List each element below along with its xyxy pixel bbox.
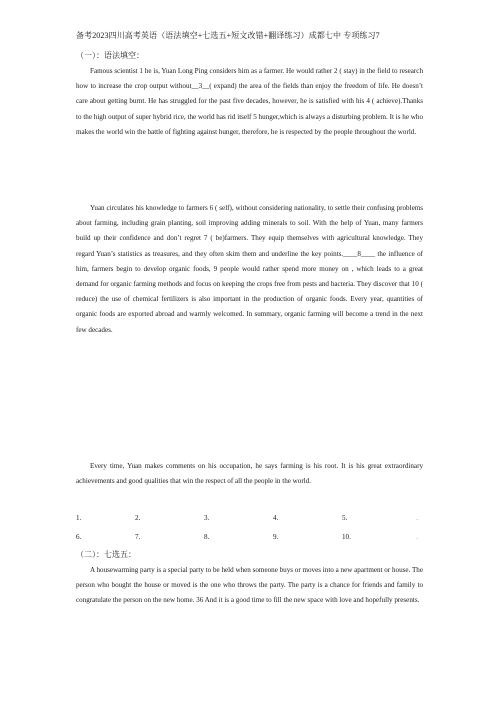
answer-blank-1[interactable]: 1. [76,514,82,522]
paragraph-2: Yuan circulates his knowledge to farmers 6 ( self), without considering nationality, to settle their confusing problems about farming, including grain planting, soil improving adding minerals to soil. With the help of Yuan, many farmers build up their confidence and don’t regret 7 ( be)farmers. They equip themselves with agricultural knowledge. They regard Yuan’s statistics as treasures, and they often skim them and underline the key points.____8____ the influence of him, farmers begin to develop organic foods, 9 people would rather spend more money on , which leads to a great demand for organic farming methods and focus on keeping the crops free from pests and bacteria. They discover that 10 ( reduce) the use of chemical fertilizers is also important in the production of organic foods. Every year, quantities of organic foods are exported abroad and warmly welcomed. In summary, organic farming will become a trend in the next few decades. [76,204,423,334]
answer-blank-9[interactable]: 9. [273,533,279,541]
answer-row-end-mark: . [416,533,418,541]
answer-blank-7[interactable]: 7. [135,533,141,541]
paragraph-3: Every time, Yuan makes comments on his occupation, he says farming is his root. It is his great extraordinary achievements and good qualities that win the respect of all the people in the world. [76,462,423,486]
answer-row-1 [76,514,436,526]
paragraph-1: Famous scientist 1 he is, Yuan Long Ping considers him as a farmer. He would rather 2 ( stay) in the field to research how to increase the crop output without__3__( expand) the area of the fields than enjoy the freedom of life. He doesn’t care about getting burnt. He has struggled for the past five decades, however, he is satisfied with his 4 ( achieve).Thanks to the high output of super hybrid rice, the world has rid itself 5 hunger,which is always a disturbing problem. It is he who makes the world win the battle of fighting against hunger, therefore, he is respected by the people throughout the world. [76,67,423,136]
answer-blank-6[interactable]: 6. [76,533,82,541]
answer-row-2 [76,533,436,545]
answer-blank-4[interactable]: 4. [273,514,279,522]
section-heading-grammar: （一）：语法填空： [76,51,144,60]
answer-blank-10[interactable]: 10. [342,533,351,541]
answer-blank-5[interactable]: 5. [342,514,348,522]
answer-blank-8[interactable]: 8. [204,533,210,541]
paragraph-4: A housewarming party is a special party to be held when someone buys or moves into a new apartment or house. The person who bought the house or moved is the one who throws the party. The party is a chance for friends and family to congratulate the person on the new home. 36 And it is a good time to fill the new space with love and hopefully presents. [76,566,423,605]
answer-blank-3[interactable]: 3. [204,514,210,522]
document-title: 备考2023四川高考英语（语法填空+七选五+短文改错+翻译练习）成都七中 专项练习7 [76,31,380,40]
section-heading-seven-choose-five: （二）：七选五： [76,550,136,559]
answer-row-end-mark: . [416,514,418,522]
answer-blank-2[interactable]: 2. [135,514,141,522]
